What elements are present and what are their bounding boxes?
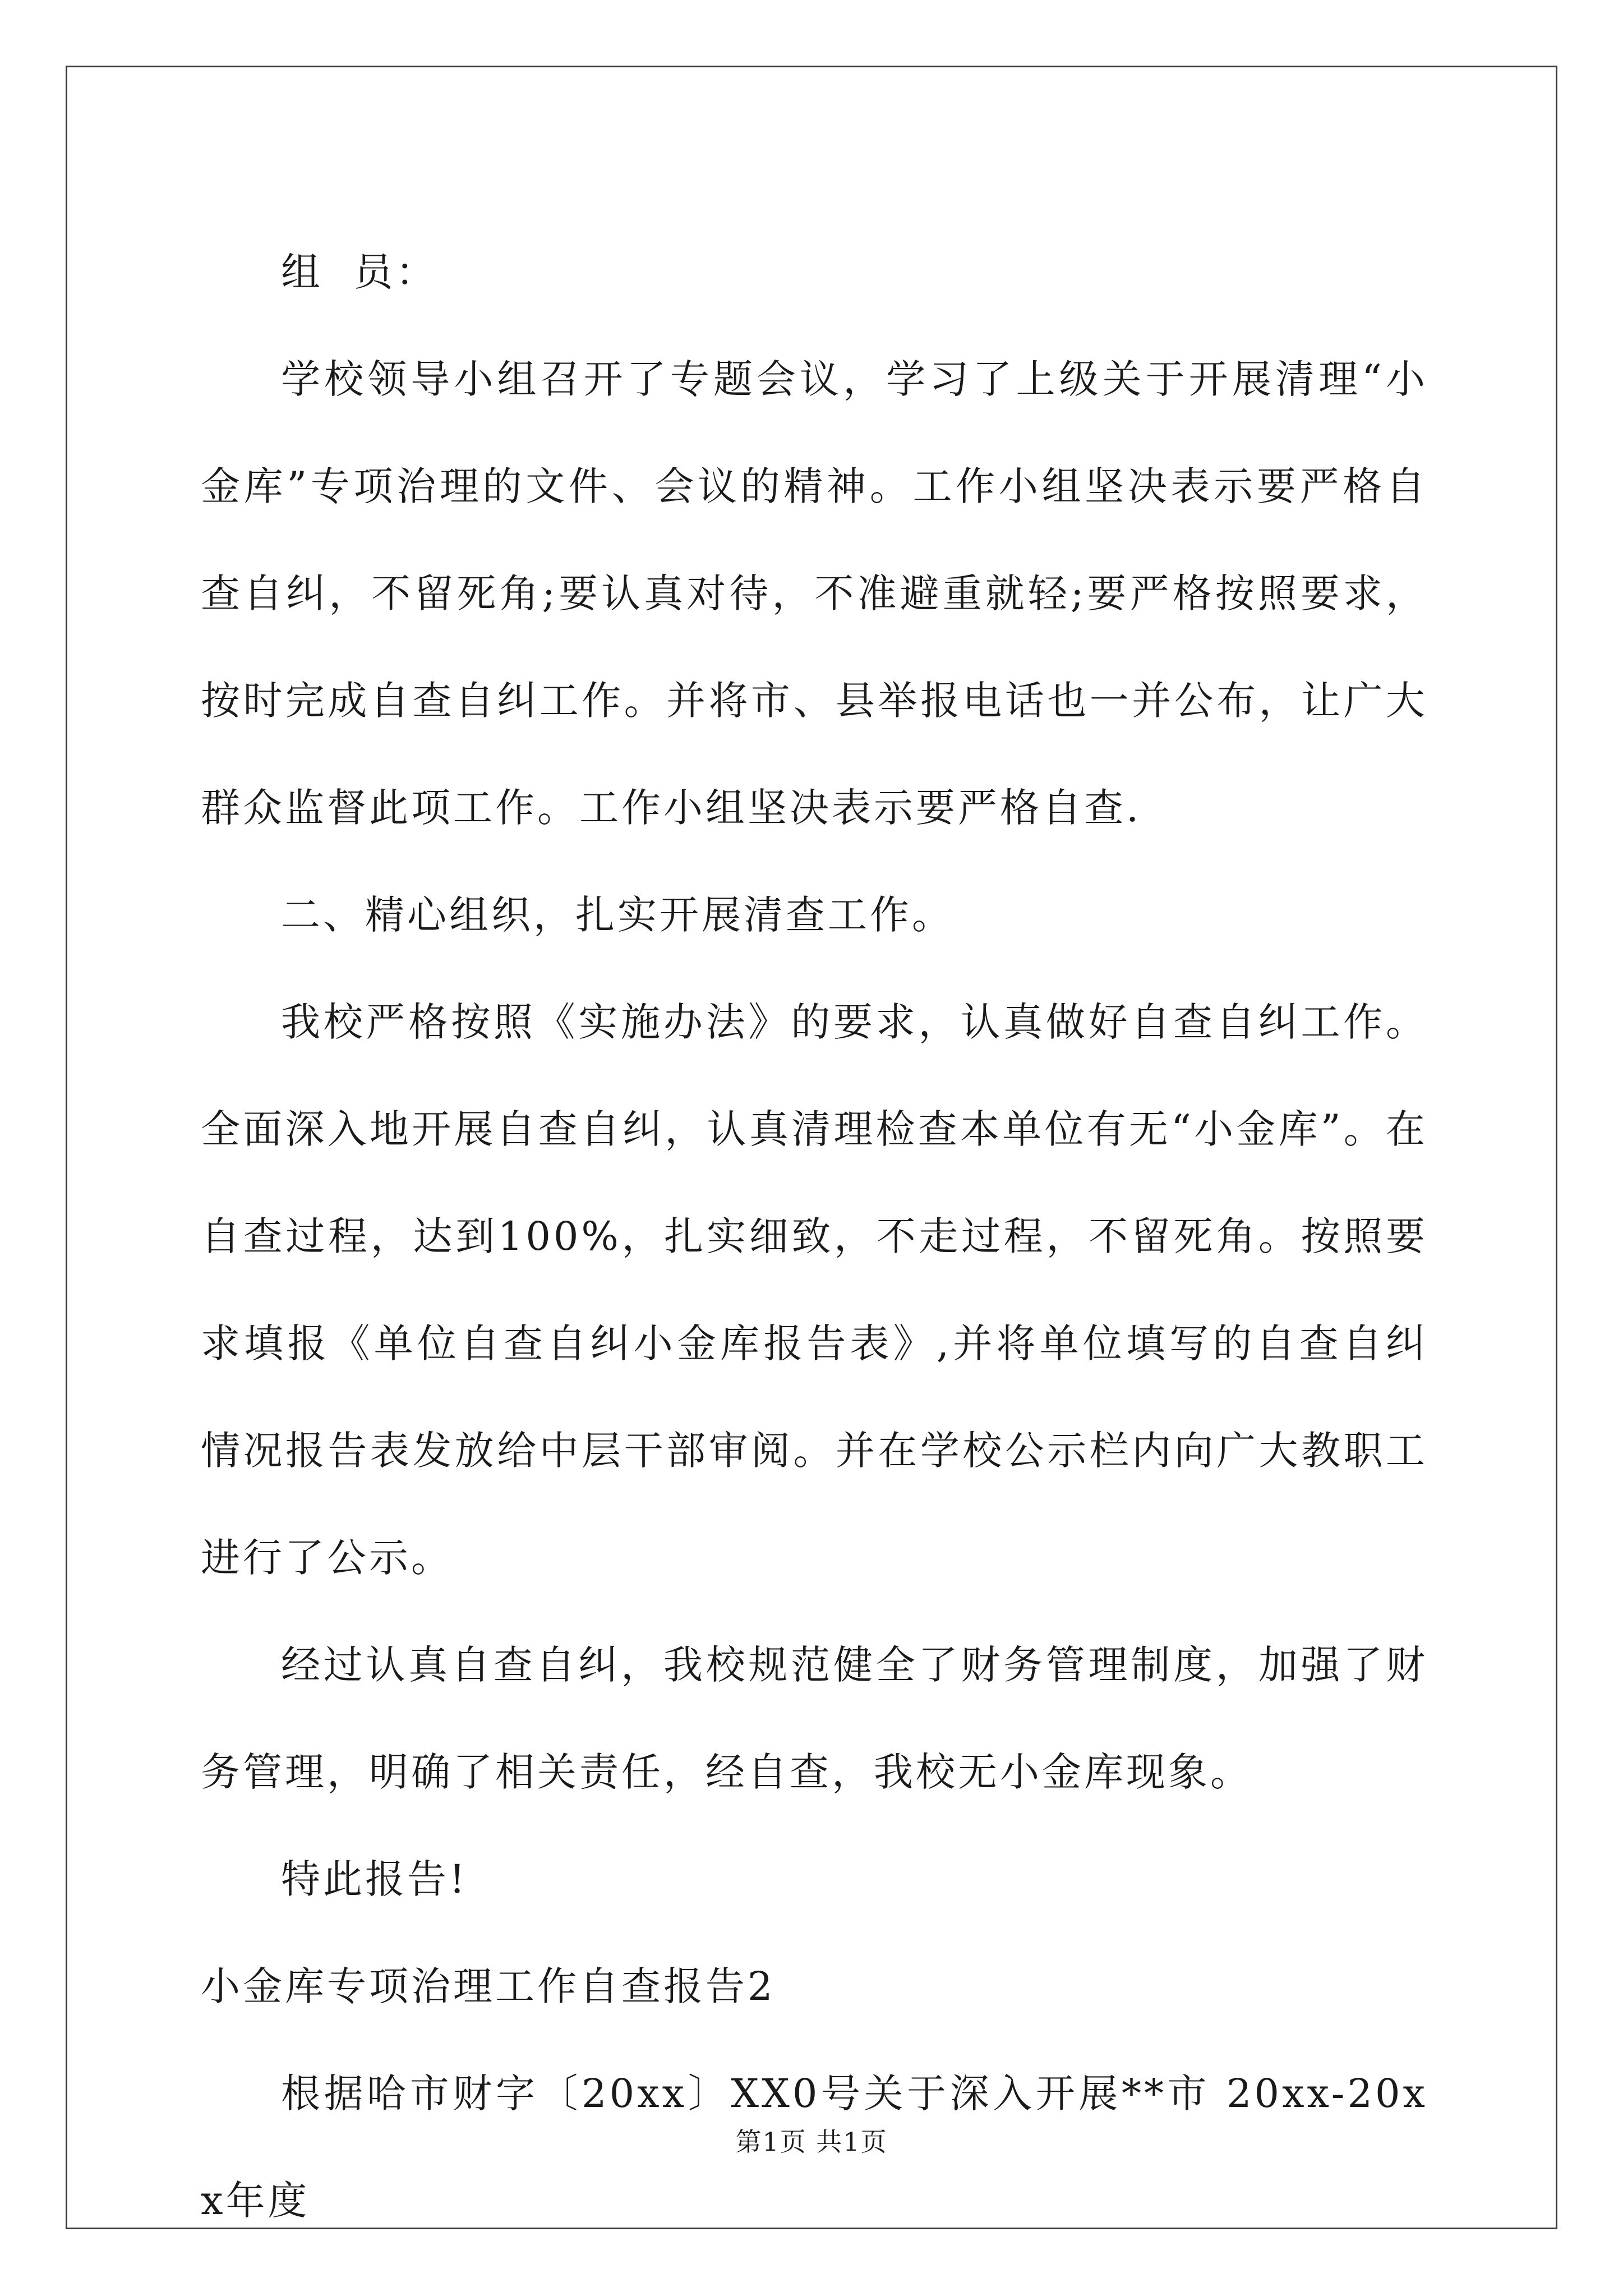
report-title-2: 小金库专项治理工作自查报告2 xyxy=(201,1963,776,2009)
members-line: 组 员： xyxy=(281,249,438,295)
closing-remark: 特此报告! xyxy=(281,1856,468,1902)
section-heading-organize: 二、精心组织，扎实开展清查工作。 xyxy=(281,892,954,938)
paragraph-conclusion: 经过认真自查自纠，我校规范健全了财务管理制度，加强了财务管理，明确了相关责任，经自查，我校无小金库现象。 xyxy=(201,1642,1428,1795)
paragraph-report2-intro: 根据哈市财字〔20xx〕XX0号关于深入开展**市 20xx-20xx年度 xyxy=(201,2070,1428,2224)
page-number-footer: 第1页 共1页 xyxy=(735,2127,888,2157)
document-body xyxy=(201,219,1428,2254)
paragraph-self-inspection: 我校严格按照《实施办法》的要求，认真做好自查自纠工作。全面深入地开展自查自纠，认真清理检查本单位有无“小金库”。在自查过程，达到100%，扎实细致，不走过程，不留死角。按照要求填报《单位自查自纠小金库报告表》,并将单位填写的自查自纠情况报告表发放给中层干部审阅。并在学校公示栏内向广大教职工进行了公示。 xyxy=(201,999,1428,1581)
paragraph-leadership-meeting: 学校领导小组召开了专题会议，学习了上级关于开展清理“小金库”专项治理的文件、会议的精神。工作小组坚决表示要严格自查自纠，不留死角;要认真对待，不准避重就轻;要严格按照要求，按时完成自查自纠工作。并将市、县举报电话也一并公布，让广大群众监督此项工作。工作小组坚决表示要严格自查. xyxy=(201,356,1428,831)
